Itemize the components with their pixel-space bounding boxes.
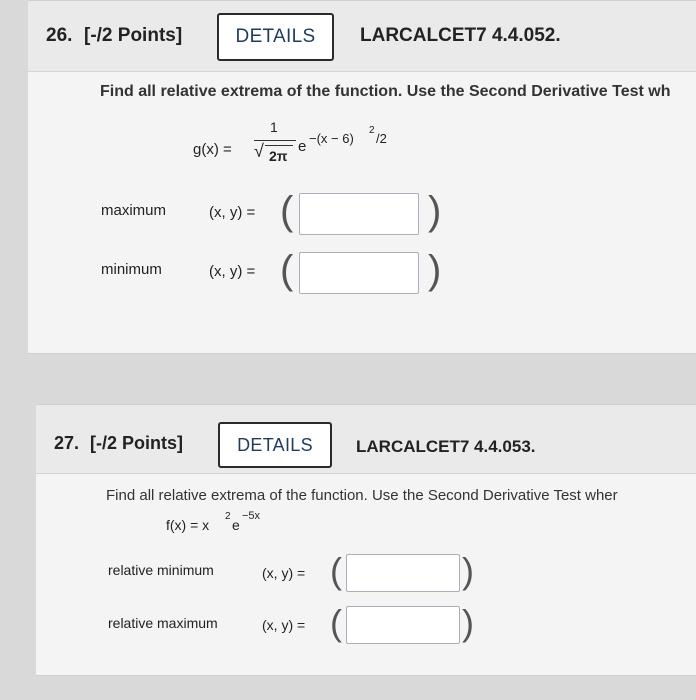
relative-maximum-xy-label: (x, y) = [262,617,306,633]
x-square: 2 [225,511,231,522]
question-27-number: 27. [54,433,80,453]
left-paren: ( [330,602,342,643]
left-paren: ( [330,550,342,591]
minimum-xy-label: (x, y) = [209,263,256,280]
exp-base: e [298,138,307,155]
details-label: DETAILS [235,26,316,47]
relative-minimum-answer-input[interactable] [346,554,460,592]
maximum-xy-label: (x, y) = [209,204,256,221]
sqrt-overline [265,145,293,146]
question-26-prompt: Find all relative extrema of the function. Use the Second Derivative Test wh [100,83,671,100]
left-paren: ( [280,248,294,292]
relative-minimum-xy-label: (x, y) = [262,565,306,581]
minimum-answer-input[interactable] [299,252,419,294]
left-paren: ( [280,189,294,233]
maximum-answer-input[interactable] [299,193,419,235]
question-27-card [36,404,696,676]
question-26-code: LARCALCET7 4.4.052. [360,25,561,46]
minimum-label: minimum [101,261,162,278]
relative-minimum-label: relative minimum [108,562,214,578]
question-26-card [28,0,696,354]
relative-maximum-label: relative maximum [108,615,218,631]
function-lhs: f(x) = x [166,517,210,533]
question-27-prompt: Find all relative extrema of the function. Use the Second Derivative Test wher [106,487,618,504]
question-27-details-button[interactable] [218,422,332,468]
question-26-points: [-/2 Points] [84,25,183,46]
maximum-label: maximum [101,202,167,219]
question-26-number: 26. [46,25,73,46]
exponent: −5x [242,510,261,522]
question-27-code: LARCALCET7 4.4.053. [356,437,536,456]
exp-base: e [232,517,240,533]
right-paren: ) [428,248,442,292]
exponent-square: 2 [369,125,375,136]
details-label: DETAILS [237,434,313,455]
exponent: −(x − 6) [309,131,354,146]
question-26-details-button[interactable] [217,13,334,61]
sqrt-icon: √ [254,141,264,161]
right-paren: ) [462,602,474,643]
right-paren: ) [428,189,442,233]
question-27-points: [-/2 Points] [90,433,183,453]
right-paren: ) [462,550,474,591]
fraction-denominator: 2π [269,148,288,164]
function-lhs: g(x) = [193,141,232,158]
exponent-tail: /2 [376,131,387,146]
fraction-numerator: 1 [270,119,278,135]
relative-maximum-answer-input[interactable] [346,606,460,644]
